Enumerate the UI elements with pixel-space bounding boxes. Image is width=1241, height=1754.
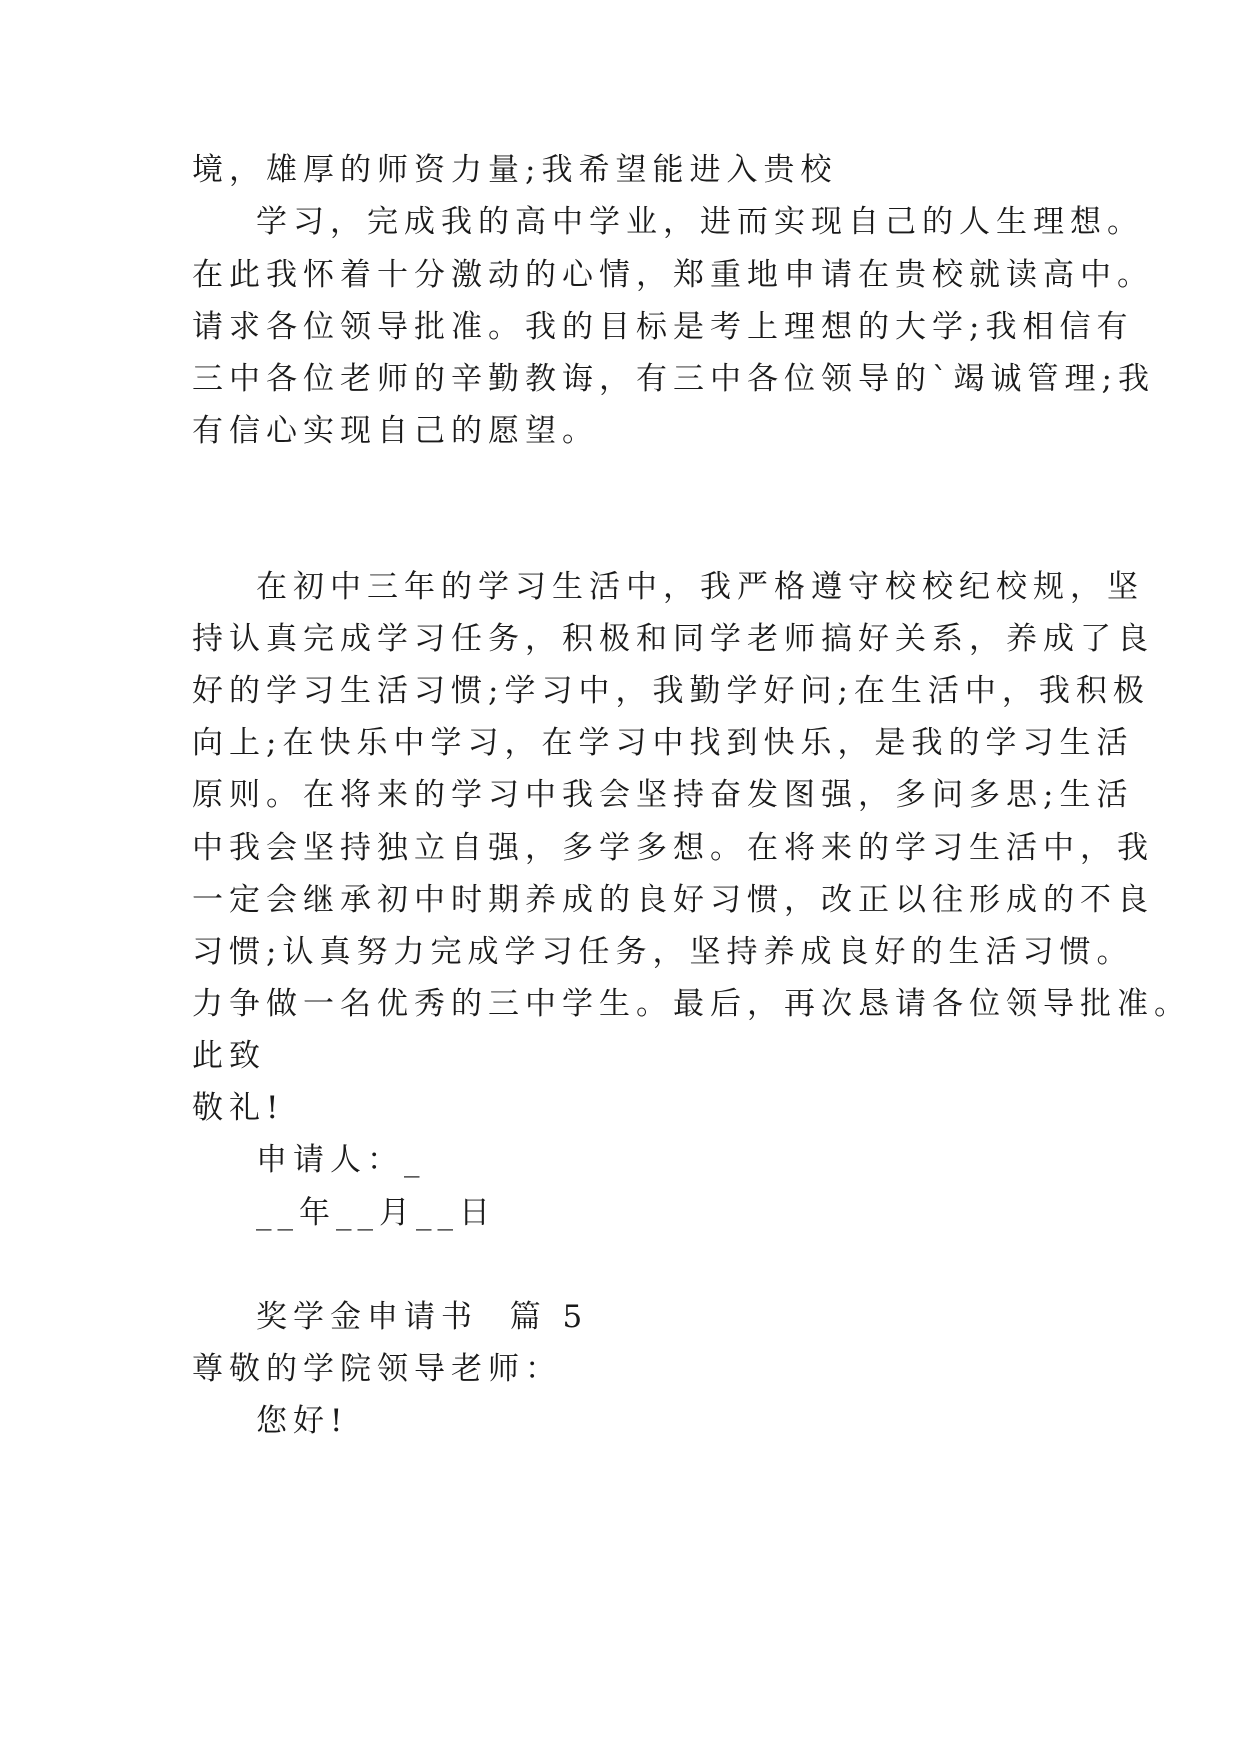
closing-line: 此致 [192,1038,266,1074]
hello-line: 您好! [256,1403,349,1439]
text-line-15: 力争做一名优秀的三中学生。最后，再次恳请各位领导批准。 [192,986,1191,1022]
text-line-9: 好的学习生活习惯;学习中，我勤学好问;在生活中，我积极 [192,673,1150,709]
text-line-2: 学习，完成我的高中学业，进而实现自己的人生理想。 [256,204,1144,240]
salutation-line: 敬礼! [192,1090,285,1126]
text-line-13: 一定会继承初中时期养成的良好习惯，改正以往形成的不良 [192,882,1154,918]
text-line-14: 习惯;认真努力完成学习任务，坚持养成良好的生活习惯。 [192,934,1134,970]
text-line-10: 向上;在快乐中学习，在学习中找到快乐，是我的学习生活 [192,725,1134,761]
text-line-3: 在此我怀着十分激动的心情，郑重地申请在贵校就读高中。 [192,257,1154,293]
text-line-12: 中我会坚持独立自强，多学多想。在将来的学习生活中，我 [192,830,1154,866]
text-line-4: 请求各位领导批准。我的目标是考上理想的大学;我相信有 [192,309,1134,345]
text-line-6: 有信心实现自己的愿望。 [192,413,599,449]
section-title: 奖学金申请书 篇 5 [256,1299,589,1335]
text-line-11: 原则。在将来的学习中我会坚持奋发图强，多问多思;生活 [192,777,1134,813]
text-line-5: 三中各位老师的辛勤教诲，有三中各位领导的`竭诚管理;我 [192,361,1155,397]
text-line-8: 持认真完成学习任务，积极和同学老师搞好关系，养成了良 [192,621,1154,657]
date-line: __年__月__日 [256,1195,496,1231]
text-line-7: 在初中三年的学习生活中，我严格遵守校校纪校规，坚 [256,569,1144,605]
greeting-line: 尊敬的学院领导老师： [192,1351,562,1387]
applicant-line: 申请人：_ [256,1142,426,1178]
text-line-1: 境，雄厚的师资力量;我希望能进入贵校 [192,152,838,188]
